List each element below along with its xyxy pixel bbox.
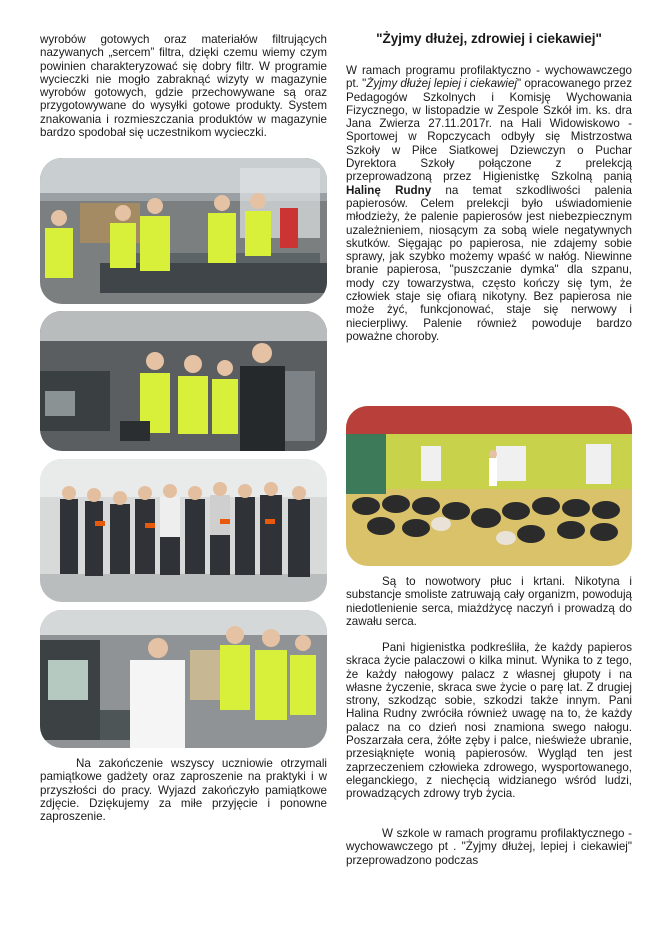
p1-part-b: " opracowanego przez Pedagogów Szkolnych i Komisję Wychowania Fizycznego, w listopadzie w Zespole Szkół im. ks. dra Jana Zwierza 27.11.2017r. na Hali Widowiskowo - Sportowej w Ropczycach odbyły się Mistrzostwa Szkoły w Piłce Siatkowej Dziewczyn o Puchar Dyrektora Szkoły połączone z prelekcją przeprowadzoną przez Higienistkę Szkolną panią	[346, 77, 632, 184]
p1-part-a: W ramach programu profilaktyczno - wychowawczego pt. "	[346, 64, 632, 91]
right-paragraph-4: W szkole w ramach programu profilaktycznego - wychowawczego pt . "Żyjmy dłużej, lepiej i ciekawiej" przeprowadzono podczas	[346, 827, 632, 867]
left-paragraph-top: wyrobów gotowych oraz materiałów filtrujących nazywanych „sercem” filtra, dzięki czemu wiemy czym powinien charakteryzować się dobry filtr. W programie wycieczki nie mogło zabraknąć wizyty w magazynie wyrobów gotowych, gdzie przechowywane są oraz przygotowywane do wysyłki gotowe produkty. System znakowania i rozmieszczania produktów w magazynie bardzo spodobał się uczestnikom wycieczki.	[40, 33, 327, 140]
article-title: "Żyjmy dłużej, zdrowiej i ciekawiej"	[376, 31, 602, 46]
photo-group-warehouse	[40, 459, 327, 602]
left-paragraph-bottom: Na zakończenie wszyscy uczniowie otrzymali pamiątkowe gadżety oraz zaproszenie na praktyki i w przyszłości do pracy. Wyjazd zakończyło pamiątkowe zdjęcie. Dziękujemy za miłe przyjęcie i ponowne zaproszenie.	[40, 757, 327, 824]
right-paragraph-3: Pani higienistka podkreśliła, że każdy papieros skraca życie palaczowi o kilka minut. Wynika to z tego, że każdy nałogowy palacz z własnej głupoty i na własne życzenie, skraca swe życie o parę lat. Z drugiej strony, szkodząc sobie, szkodzi także innym. Pani Halina Rudny zwróciła również uwagę na to, że każdy palacz na co dzień nosi znamiona swego nałogu. Poszarzała cera, żółte zęby i palce, nieświeże ubranie, przesiąknięte wonią papierosów. Wygląd ten jest zaprzeczeniem człowieka zdrowego, wysportowanego, eleganckiego, z niechęcią widzianego wśród ludzi, prowadzących zdrowy tryb życia.	[346, 641, 632, 801]
photo-sports-hall-lecture	[346, 406, 632, 566]
photo-factory-production-line	[40, 158, 327, 304]
program-name: Żyjmy dłużej lepiej i ciekawiej	[366, 77, 518, 91]
photo-machine-demonstration	[40, 311, 327, 451]
speaker-name: Halinę Rudny	[346, 183, 432, 197]
right-paragraph-2: Są to nowotwory płuc i krtani. Nikotyna i substancje smoliste zatruwają cały organizm, powodują niedotlenienie serca, miażdżycę naczyń i prowadzą do zawału serca.	[346, 575, 632, 628]
p1-part-c: na temat szkodliwości palenia papierosów. Celem prelekcji było uświadomienie młodzieży, że palenie papierosów jest niebezpiecznym uzależnieniem, niosącym za sobą wiele negatywnych skutków. Sięgając po papierosa, nie zdajemy sobie sprawy, jak szybko możemy wpaść w nałóg. Niewinne branie papierosa, "puszczanie dymka" dla szpanu, mody czy towarzystwa, często kończy się tym, że człowiek staje się ofiarą nikotyny. Bez papierosa nie może żyć, funkcjonować, staje się nerwowy i niecierpliwy. Palenie również powoduje bardzo poważne choroby.	[346, 183, 632, 343]
right-paragraph-1	[346, 64, 632, 343]
photo-lab-instructor	[40, 610, 327, 748]
